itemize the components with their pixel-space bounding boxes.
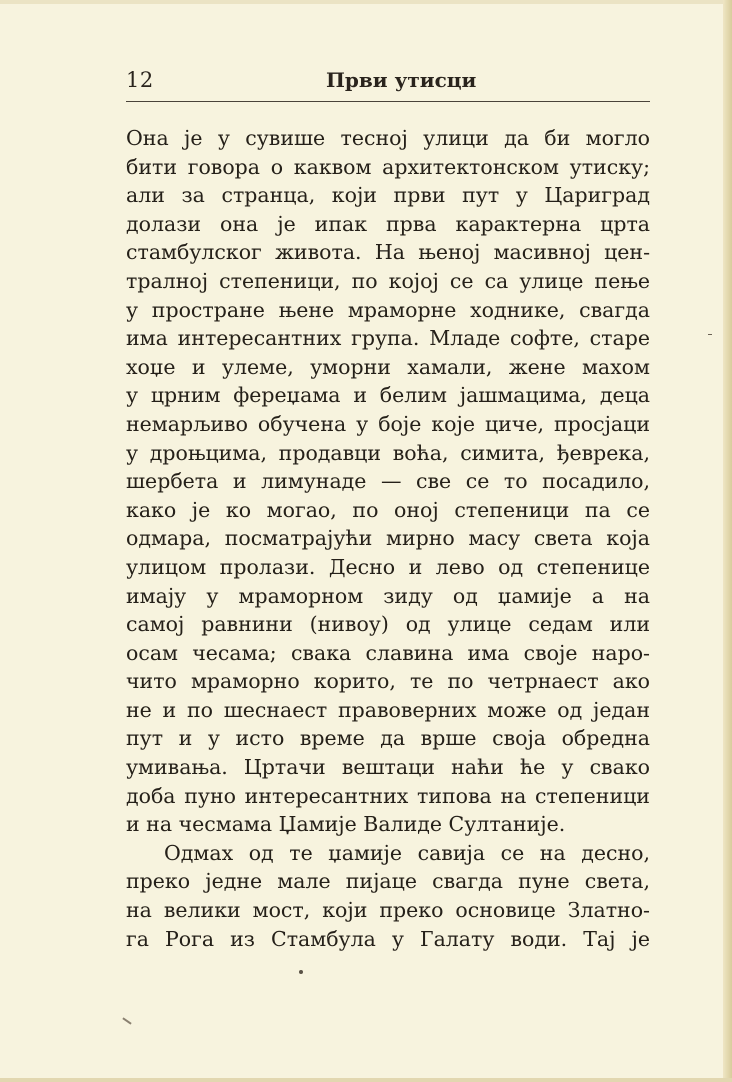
text-line: преко једне мале пијаце свагда пуне света, <box>126 869 650 894</box>
text-line: шербета и лимунаде — све се то посадило, <box>126 469 650 494</box>
text-line: у дроњцима, продавци воћа, симита, ђеврека, <box>126 440 650 465</box>
text-line: улицом пролази. Десно и лево од степенице <box>126 554 650 579</box>
text-line: немарљиво обучена у боје које циче, просјаци <box>126 411 650 436</box>
text-line: како је ко могао, по оној степеници па се <box>126 497 651 522</box>
text-line: чито мраморно корито, те по четрнаест ако <box>126 669 650 694</box>
page-bottom-edge <box>0 1078 732 1082</box>
text-line: долази она је ипак прва карактерна црта <box>126 211 651 236</box>
body-text <box>126 124 650 953</box>
text-line: на велики мост, који преко основице Златно- <box>126 898 650 923</box>
text-line: осам чесама; свака славина има своје наро- <box>126 640 650 665</box>
text-line: бити говора о каквом архитектонском утиску; <box>126 154 650 179</box>
text-line: али за странца, који први пут у Цариград <box>126 183 650 208</box>
text-line: доба пуно интересантних типова на степеници <box>126 783 650 808</box>
text-line: самој равнини (нивоу) од улице седам или <box>126 612 651 637</box>
margin-mark <box>708 334 712 335</box>
text-line-paragraph-end: и на чесмама Џамије Валиде Султаније. <box>126 812 566 837</box>
text-line: тралној степеници, по којој се са улице пење <box>126 268 650 293</box>
ink-speck <box>299 970 303 974</box>
page-number: 12 <box>126 68 154 92</box>
page-header <box>126 68 650 102</box>
text-line: у црним фереџама и белим јашмацима, деца <box>126 383 651 408</box>
text-line: у простране њене мраморне ходнике, свагда <box>126 297 650 322</box>
text-line: хоџе и улеме, уморни хамали, жене махом <box>126 354 650 379</box>
text-line: пут и у исто време да врше своја обредна <box>126 726 651 751</box>
text-line: умивања. Цртачи вештаци наћи ће у свако <box>126 755 650 780</box>
page-top-edge <box>0 0 732 4</box>
header-rule <box>126 101 650 102</box>
paper-scratch <box>122 1017 131 1024</box>
text-line: Она је у сувише тесној улици да би могло <box>126 126 651 150</box>
running-head-title: Први утисци <box>326 68 477 92</box>
text-line: одмара, посматрајући мирно масу света која <box>126 526 650 551</box>
text-line: не и по шеснаест правоверних може од један <box>126 697 651 722</box>
text-line-paragraph-start: Одмах од те џамије савија се на десно, <box>164 840 651 865</box>
text-line: стамбулског живота. На њеној масивној цен- <box>126 240 651 265</box>
text-line: га Рога из Стамбула у Галату води. Тај је <box>126 926 650 951</box>
text-line: имају у мраморном зиду од џамије а на <box>126 583 651 608</box>
page-right-edge <box>723 0 732 1082</box>
text-line: има интересантних група. Младе софте, старе <box>126 326 650 351</box>
